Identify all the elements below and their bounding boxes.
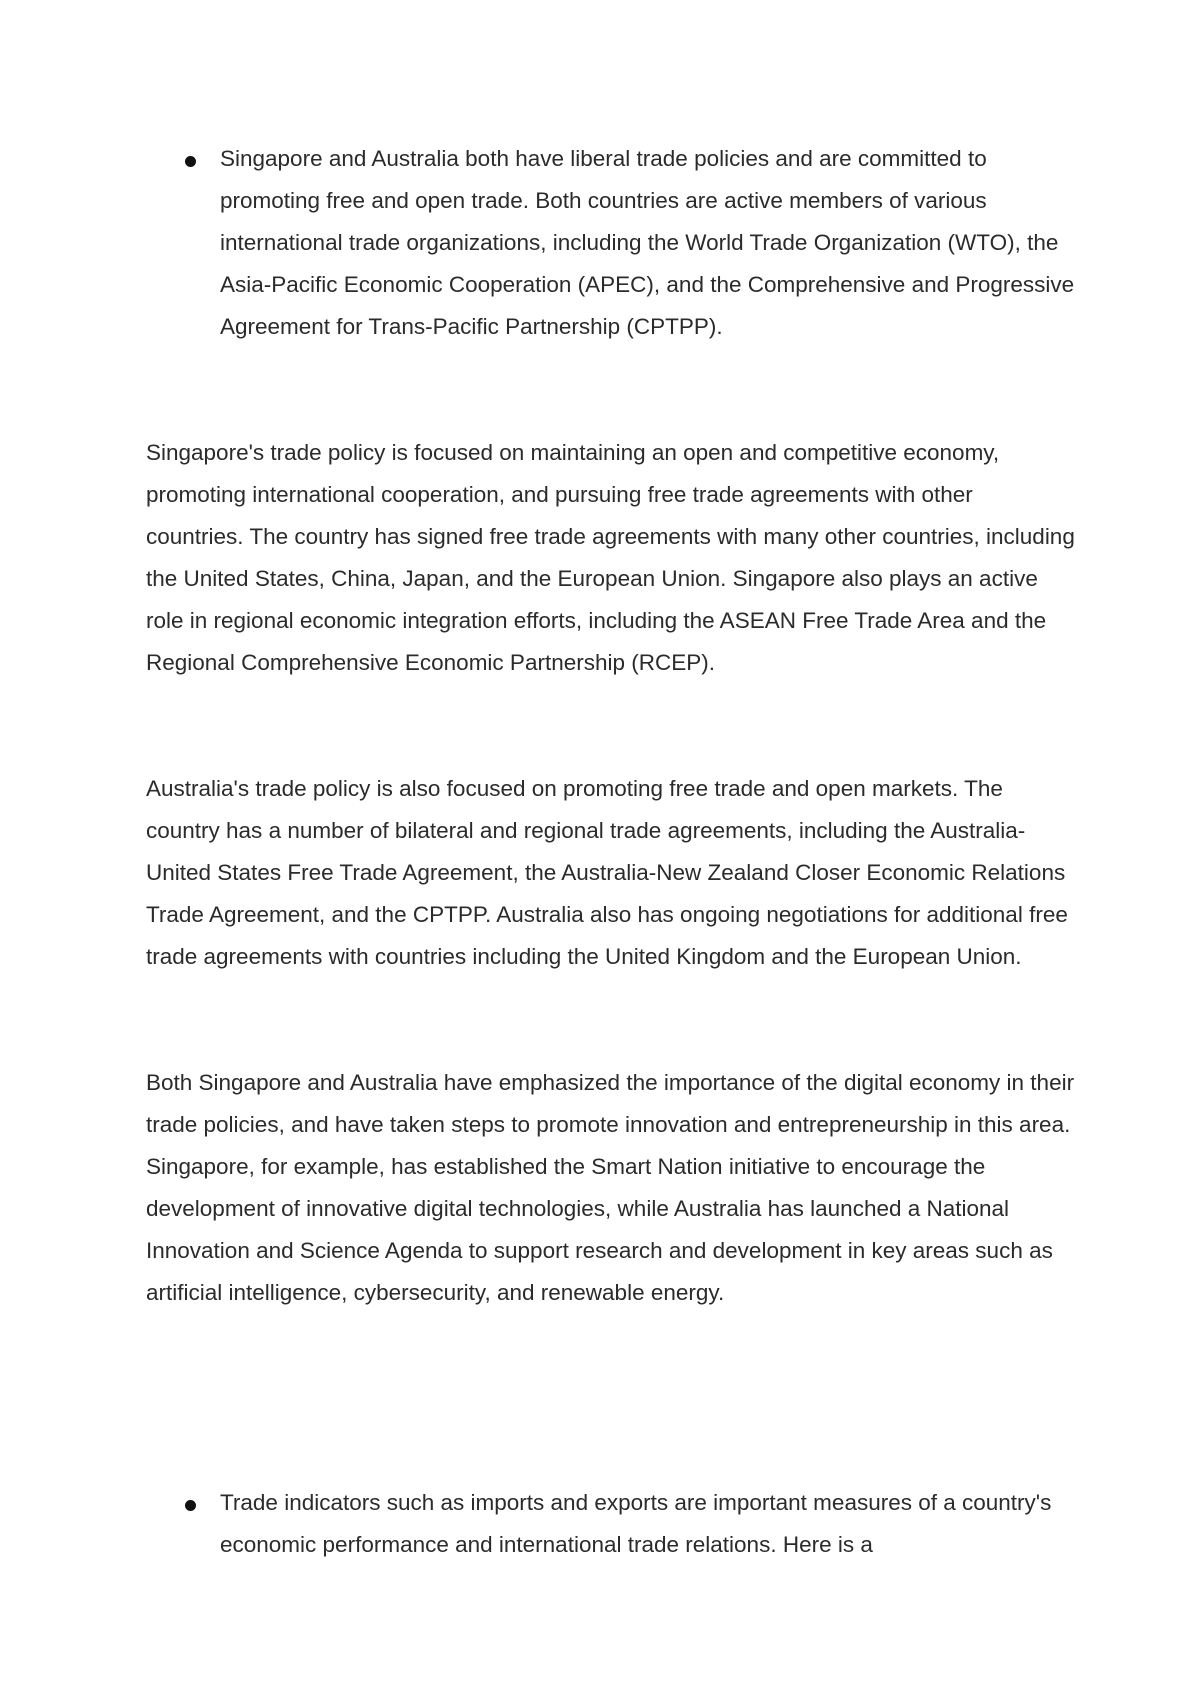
paragraph-australia-trade-policy: Australia's trade policy is also focused on promoting free trade and open markets. The country has a number of bilateral and regional trade agreements, including the Australia-United States Free Trade Agreement, the Australia-New Zealand Closer Economic Relations Trade Agreement, and the CPTPP. Australia also has ongoing negotiations for additional free trade agreements with countries including the United Kingdom and the European Union. xyxy=(146,776,1068,969)
paragraph-digital-economy: Both Singapore and Australia have emphasized the importance of the digital economy in their trade policies, and have taken steps to promote innovation and entrepreneurship in this area. Singapore, for example, has established the Smart Nation initiative to encourage the development of innovative digital technologies, while Australia has launched a National Innovation and Science Agenda to support research and development in key areas such as artificial intelligence, cybersecurity, and renewable energy. xyxy=(146,1070,1075,1305)
bullet-marker xyxy=(185,156,196,167)
bullet-marker xyxy=(185,1500,196,1511)
paragraph-singapore-trade-policy: Singapore's trade policy is focused on maintaining an open and competitive economy, promoting international cooperation, and pursuing free trade agreements with other countries. The country has signed free trade agreements with many other countries, including the United States, China, Japan, and the European Union. Singapore also plays an active role in regional economic integration efforts, including the ASEAN Free Trade Area and the Regional Comprehensive Economic Partnership (RCEP). xyxy=(146,440,1075,675)
bullet-item-trade-indicators: Trade indicators such as imports and exports are important measures of a country's economic performance and international trade relations. Here is a xyxy=(220,1490,1052,1557)
bullet-item-trade-policies: Singapore and Australia both have liberal trade policies and are committed to promoting free and open trade. Both countries are active members of various international trade organizations, including the World Trade Organization (WTO), the Asia-Pacific Economic Cooperation (APEC), and the Comprehensive and Progressive Agreement for Trans-Pacific Partnership (CPTPP). xyxy=(220,146,1075,339)
